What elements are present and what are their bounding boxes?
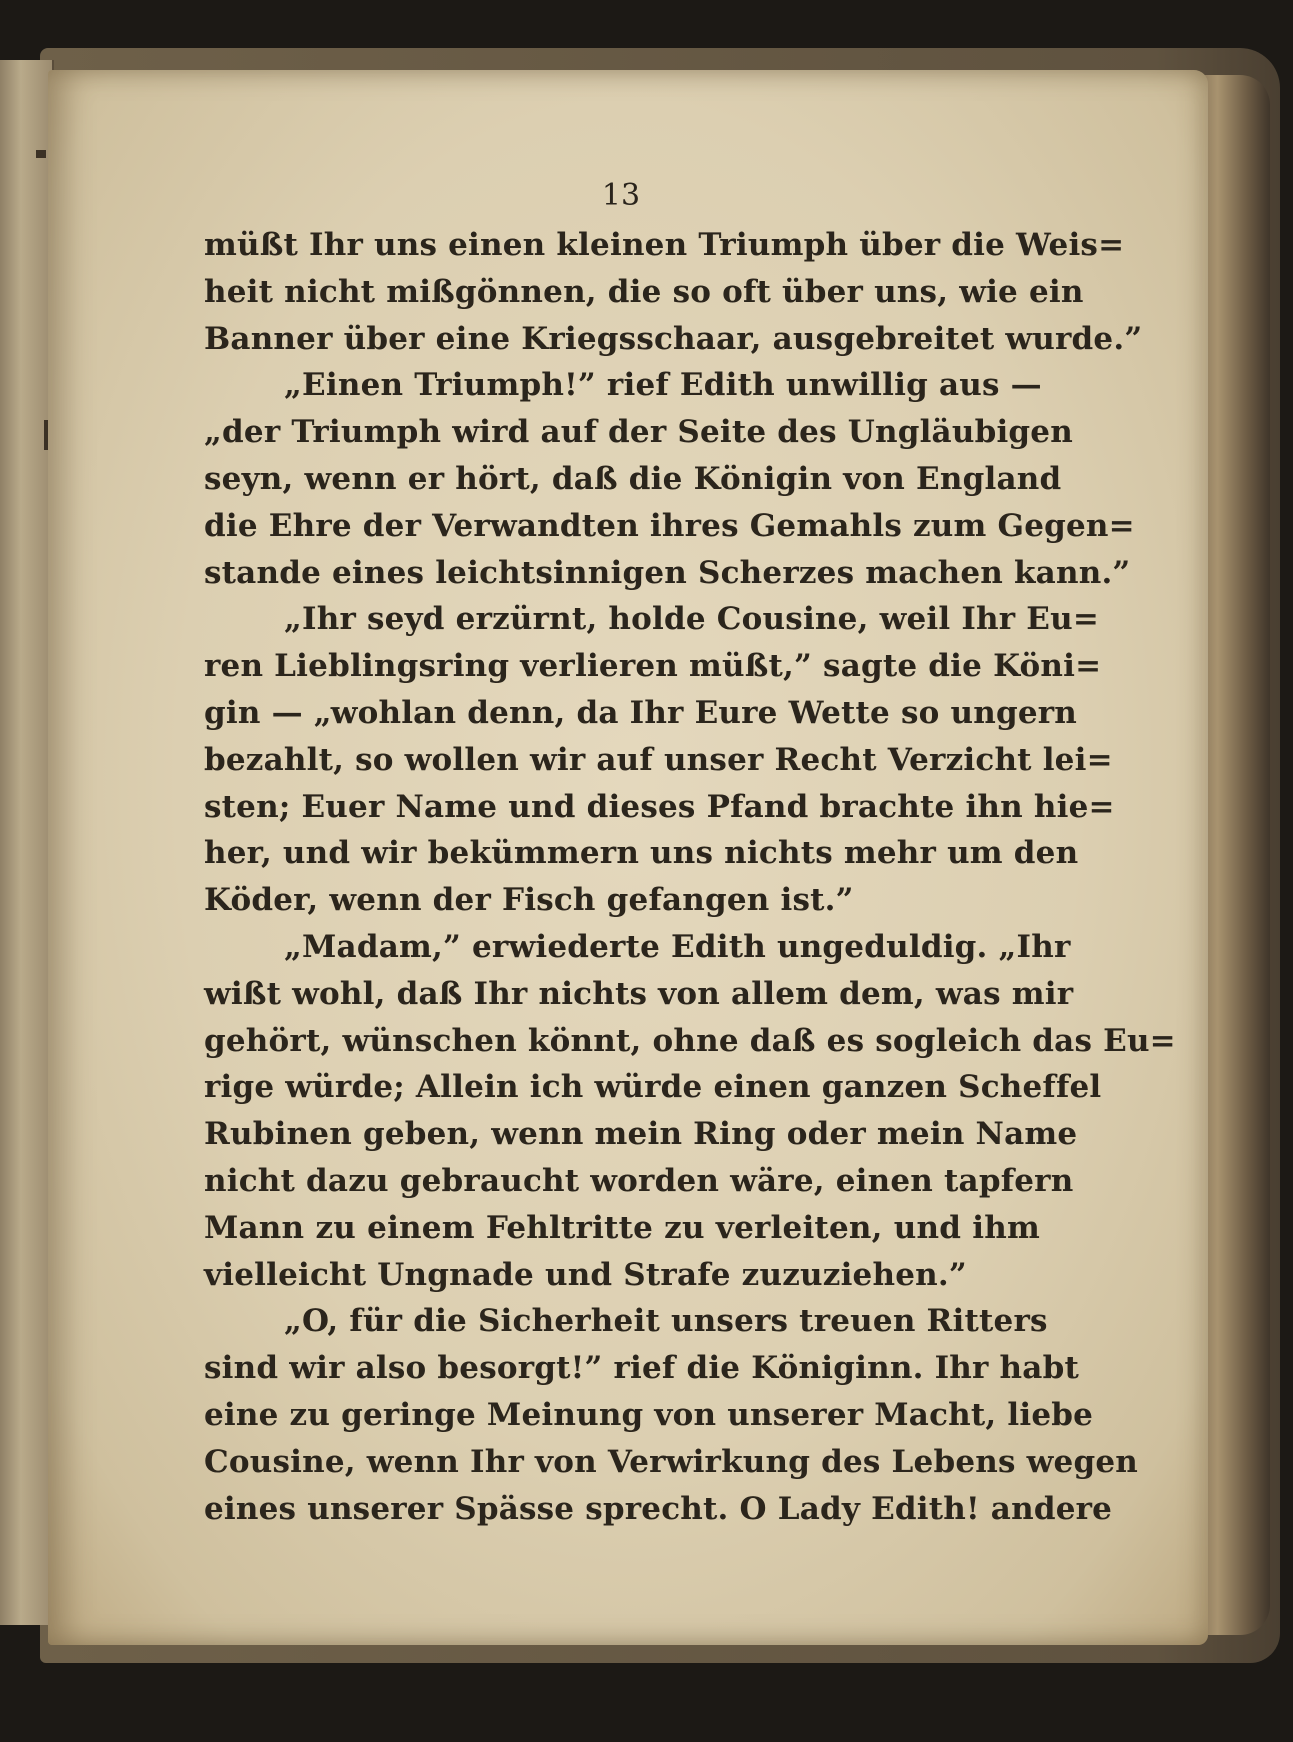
text-line: „O, für die Sicherheit unsers treuen Ritters xyxy=(284,1303,1048,1340)
text-line: die Ehre der Verwandten ihres Gemahls zum Gegen= xyxy=(204,507,1135,544)
text-line: seyn, wenn er hört, daß die Königin von England xyxy=(204,460,1062,497)
text-line: „Madam,” erwiederte Edith ungeduldig. „Ihr xyxy=(284,928,1071,965)
text-line: sind wir also besorgt!” rief die Königinn. Ihr habt xyxy=(204,1350,1079,1387)
text-line: „der Triumph wird auf der Seite des Ungläubigen xyxy=(204,414,1073,451)
text-line: stande eines leichtsinnigen Scherzes machen kann.” xyxy=(204,554,1131,591)
previous-page-edge xyxy=(0,60,54,1625)
text-line: rige würde; Allein ich würde einen ganzen Scheffel xyxy=(204,1069,1102,1106)
text-line: bezahlt, so wollen wir auf unser Recht Verzicht lei= xyxy=(204,741,1113,778)
page-body-text xyxy=(204,222,1176,1532)
text-line: Cousine, wenn Ihr von Verwirkung des Lebens wegen xyxy=(204,1443,1139,1480)
ink-mark xyxy=(36,150,46,158)
text-line: heit nicht mißgönnen, die so oft über uns, wie ein xyxy=(204,273,1084,310)
text-line: ren Lieblingsring verlieren müßt,” sagte die Köni= xyxy=(204,648,1102,685)
text-line: vielleicht Ungnade und Strafe zuzuziehen.” xyxy=(204,1256,967,1293)
text-line: her, und wir bekümmern uns nichts mehr um den xyxy=(204,835,1079,872)
text-line: sten; Euer Name und dieses Pfand brachte ihn hie= xyxy=(204,788,1115,825)
text-line: nicht dazu gebraucht worden wäre, einen tapfern xyxy=(204,1162,1074,1199)
text-line: wißt wohl, daß Ihr nichts von allem dem, was mir xyxy=(204,975,1074,1012)
page-number: 13 xyxy=(601,178,641,213)
text-line: gin — „wohlan denn, da Ihr Eure Wette so ungern xyxy=(204,694,1078,731)
text-line: Banner über eine Kriegsschaar, ausgebreitet wurde.” xyxy=(204,320,1143,357)
text-line: „Ihr seyd erzürnt, holde Cousine, weil Ihr Eu= xyxy=(284,601,1100,638)
text-line: Rubinen geben, wenn mein Ring oder mein Name xyxy=(204,1116,1078,1153)
text-line: eine zu geringe Meinung von unserer Macht, liebe xyxy=(204,1396,1094,1433)
text-line: gehört, wünschen könnt, ohne daß es sogleich das Eu= xyxy=(204,1022,1176,1059)
text-line: Mann zu einem Fehltritte zu verleiten, und ihm xyxy=(204,1209,1040,1246)
text-line: müßt Ihr uns einen kleinen Triumph über die Weis= xyxy=(204,227,1125,263)
text-line: „Einen Triumph!” rief Edith unwillig aus — xyxy=(284,367,1042,404)
text-line: eines unserer Spässe sprecht. O Lady Edith! andere xyxy=(204,1490,1113,1527)
text-line: Köder, wenn der Fisch gefangen ist.” xyxy=(204,882,854,919)
